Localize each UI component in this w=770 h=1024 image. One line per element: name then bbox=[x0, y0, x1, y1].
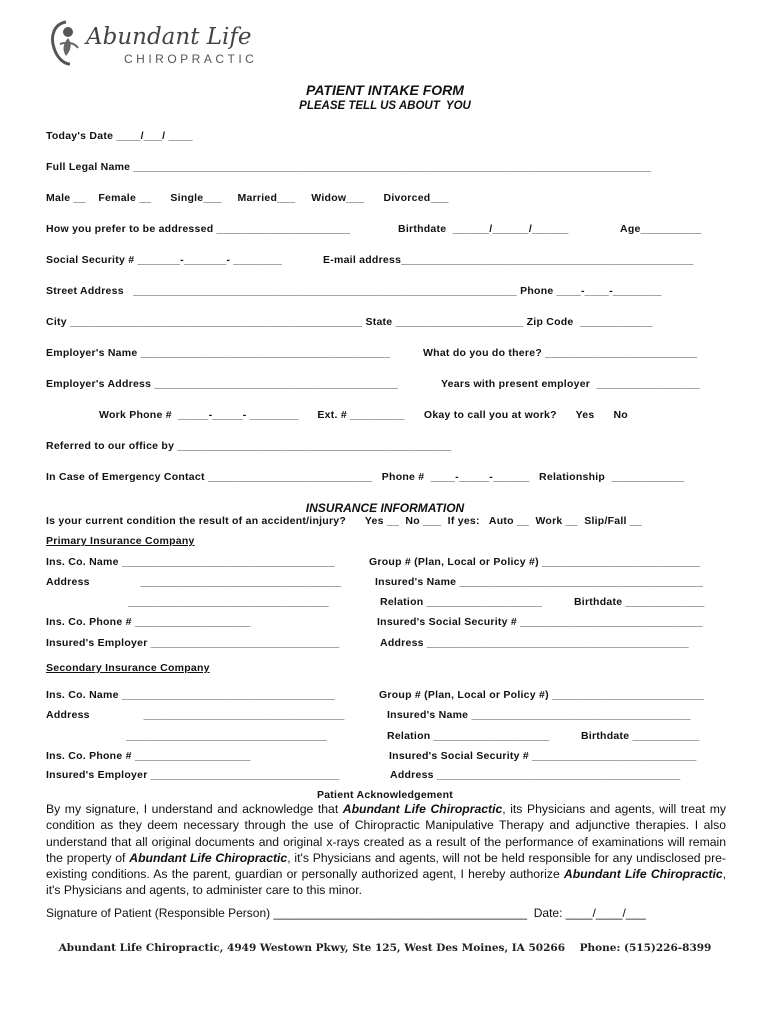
primary-insured-ssn-field[interactable]: Insured's Social Security # ______________________________ bbox=[377, 616, 703, 628]
birthdate-field[interactable]: Birthdate ______/______/______ bbox=[398, 223, 569, 235]
practice-name: Abundant Life Chiropractic bbox=[129, 850, 288, 865]
logo-mark-icon bbox=[46, 18, 86, 68]
secondary-group-field[interactable]: Group # (Plan, Local or Policy #) _________________________ bbox=[379, 689, 705, 701]
emergency-contact-field[interactable]: In Case of Emergency Contact ___________________________ Phone # ____-_____-______ Relationship ____________ bbox=[46, 471, 685, 483]
employer-address-field[interactable]: Employer's Address ________________________________________ bbox=[46, 378, 398, 390]
primary-address-line2-field[interactable]: _________________________________ bbox=[128, 596, 329, 608]
secondary-insured-employer-field[interactable]: Insured's Employer _______________________________ bbox=[46, 769, 340, 781]
referred-by-field[interactable]: Referred to our office by _____________________________________________ bbox=[46, 440, 452, 452]
practice-name: Abundant Life Chiropractic bbox=[342, 802, 503, 816]
primary-insurance-heading: Primary Insurance Company bbox=[46, 535, 195, 547]
secondary-insurance-heading: Secondary Insurance Company bbox=[46, 662, 210, 674]
acknowledgement-heading: Patient Acknowledgement bbox=[316, 789, 454, 801]
secondary-ins-phone-field[interactable]: Ins. Co. Phone # ___________________ bbox=[46, 750, 251, 762]
social-security-field[interactable]: Social Security # _______-_______- ________ bbox=[46, 254, 283, 266]
city-state-zip-field[interactable]: City ________________________________________________ State _____________________ Zip Code ____________ bbox=[46, 316, 653, 328]
gender-marital-status-field[interactable]: Male __ Female __ Single___ Married___ Widow___ Divorced___ bbox=[46, 192, 449, 204]
years-with-employer-field[interactable]: Years with present employer _________________ bbox=[441, 378, 700, 390]
primary-ins-name-field[interactable]: Ins. Co. Name ___________________________________ bbox=[46, 556, 335, 568]
preferred-address-field[interactable]: How you prefer to be addressed ______________________ bbox=[46, 223, 351, 235]
acknowledgement-text: By my signature, I understand and acknowledge that Abundant Life Chiropractic, its Physicians and agents, will treat my condition as they deem necessary through the use of Chiropractic Manipulative Therapy and adjunctive therapies. I also understand that all original documents and original x-rays created as a result of the performance of examinations will remain the property of Abundant Life Chiropractic, it's Physicians and agents, will not be held responsible for any undisclosed pre-existing conditions. As the parent, guardian or personally authorized agent, I hereby authorize Abundant Life Chiropractic, it's Physicians and agents, to administer care to this minor. bbox=[46, 802, 727, 898]
todays-date-field[interactable]: Today's Date ____/___/ ____ bbox=[46, 130, 193, 142]
signature-date-field[interactable]: Signature of Patient (Responsible Person) ______________________________________ Date: ____/____/___ bbox=[46, 906, 646, 920]
secondary-address-line2-field[interactable]: _________________________________ bbox=[126, 730, 327, 742]
primary-address-field[interactable]: Address _________________________________ bbox=[46, 576, 342, 588]
footer-contact: Abundant Life Chiropractic, 4949 Westown Pkwy, Ste 125, West Des Moines, IA 50266 Phone: (515)226-8399 bbox=[58, 942, 712, 954]
secondary-relation-birthdate-field[interactable]: Relation ___________________ Birthdate ___________ bbox=[387, 730, 700, 742]
secondary-employer-address-field[interactable]: Address ________________________________________ bbox=[390, 769, 681, 781]
primary-ins-phone-field[interactable]: Ins. Co. Phone # ___________________ bbox=[46, 616, 251, 628]
employer-name-field[interactable]: Employer's Name _________________________________________ bbox=[46, 347, 391, 359]
insurance-heading: INSURANCE INFORMATION bbox=[305, 501, 465, 515]
secondary-ins-name-field[interactable]: Ins. Co. Name ___________________________________ bbox=[46, 689, 335, 701]
primary-relation-birthdate-field[interactable]: Relation ___________________ Birthdate _____________ bbox=[380, 596, 705, 608]
secondary-insured-name-field[interactable]: Insured's Name ____________________________________ bbox=[387, 709, 691, 721]
age-field[interactable]: Age__________ bbox=[620, 223, 702, 235]
secondary-insured-ssn-field[interactable]: Insured's Social Security # ___________________________ bbox=[389, 750, 697, 762]
email-field[interactable]: E-mail address________________________________________________ bbox=[323, 254, 694, 266]
logo-name: Abundant Life bbox=[86, 24, 252, 50]
practice-name: Abundant Life Chiropractic bbox=[563, 867, 723, 882]
secondary-address-field[interactable]: Address _________________________________ bbox=[46, 709, 345, 721]
form-title: PATIENT INTAKE FORM bbox=[306, 82, 464, 98]
occupation-field[interactable]: What do you do there? _________________________ bbox=[423, 347, 698, 359]
primary-insured-name-field[interactable]: Insured's Name ________________________________________ bbox=[375, 576, 704, 588]
work-phone-field[interactable]: Work Phone # _____-_____- ________ Ext. # _________ Okay to call you at work? Yes No bbox=[99, 409, 628, 421]
primary-group-field[interactable]: Group # (Plan, Local or Policy #) __________________________ bbox=[369, 556, 701, 568]
primary-insured-employer-field[interactable]: Insured's Employer _______________________________ bbox=[46, 637, 340, 649]
street-address-phone-field[interactable]: Street Address _______________________________________________________________ Phone ____-____-________ bbox=[46, 285, 662, 297]
form-subtitle: PLEASE TELL US ABOUT YOU bbox=[299, 100, 471, 112]
full-legal-name-field[interactable]: Full Legal Name _____________________________________________________________________________________ bbox=[46, 161, 652, 173]
primary-employer-address-field[interactable]: Address ___________________________________________ bbox=[380, 637, 689, 649]
accident-question-field[interactable]: Is your current condition the result of an accident/injury? Yes __ No ___ If yes: Auto __ Work __ Slip/Fall __ bbox=[46, 515, 643, 527]
logo-subtitle: CHIROPRACTIC bbox=[124, 52, 258, 66]
